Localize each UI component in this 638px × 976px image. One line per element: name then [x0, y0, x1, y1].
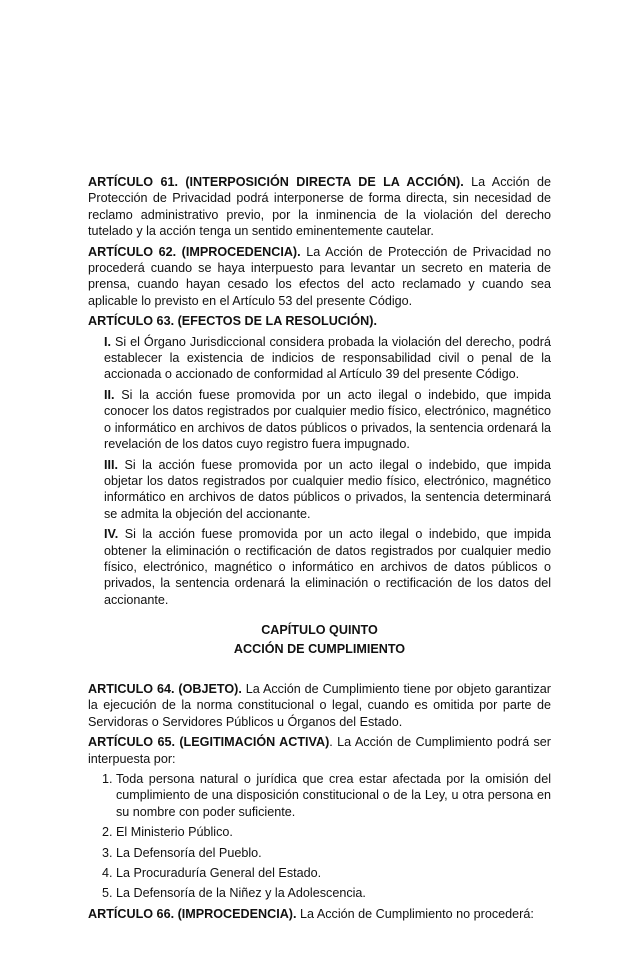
list-item	[88, 526, 551, 608]
list-item-text: El Ministerio Público.	[116, 825, 233, 840]
list-item	[88, 387, 551, 453]
article-61	[88, 174, 551, 240]
list-marker: IV.	[104, 527, 119, 542]
list-marker: I.	[104, 334, 111, 349]
list-item-text: La Defensoría de la Niñez y la Adolescencia.	[116, 886, 366, 901]
article-65-list	[88, 771, 551, 902]
article-62-body: La Acción de Protección de Privacidad no procederá cuando se haya interpuesto para levantar un secreto en materia de prensa, cuando hayan cesado los efectos del acto reclamado y cuando sea aplicable lo previsto en el Artículo 53 del presente Código.	[88, 244, 551, 308]
article-63	[88, 313, 551, 329]
list-marker: II.	[104, 387, 115, 402]
article-63-heading: ARTÍCULO 63. (EFECTOS DE LA RESOLUCIÓN).	[88, 314, 377, 329]
article-62	[88, 244, 551, 310]
article-61-heading: ARTÍCULO 61. (INTERPOSICIÓN DIRECTA DE LA ACCIÓN).	[88, 175, 464, 189]
list-marker: III.	[104, 457, 118, 472]
list-item	[88, 824, 551, 840]
article-66	[88, 906, 551, 922]
list-item-text: Si el Órgano Jurisdiccional considera probada la violación del derecho, podrá establecer la existencia de indicios de responsabilidad civil o penal de la accionada o accionado de conformidad al Artículo 39 del presente Código.	[104, 334, 551, 382]
list-item-text: La Defensoría del Pueblo.	[116, 845, 262, 860]
article-64-heading: ARTICULO 64. (OBJETO).	[88, 681, 242, 696]
list-marker: 4.	[102, 866, 113, 881]
article-65-body: . La Acción de Cumplimiento podrá ser interpuesta por:	[88, 735, 551, 766]
page-content	[88, 174, 551, 926]
list-item-text: Si la acción fuese promovida por un acto ilegal o indebido, que impida conocer los datos registrados por cualquier medio físico, electrónico, magnético o informático en archivos de datos públicos o privados, la sentencia ordenará la revelación de los datos cuyo registro fuera impugnado.	[104, 387, 551, 452]
chapter-subtitle: ACCIÓN DE CUMPLIMIENTO	[233, 641, 406, 656]
article-66-body: La Acción de Cumplimiento no procederá:	[296, 906, 534, 921]
article-61-body: La Acción de Protección de Privacidad podrá interponerse de forma directa, sin necesidad de reclamo administrativo previo, por la inminencia de la violación del derecho tutelado y la acción tenga un sentido eminentemente cautelar.	[88, 175, 551, 239]
article-65-heading: ARTÍCULO 65. (LEGITIMACIÓN ACTIVA)	[88, 735, 330, 750]
list-item-text: Si la acción fuese promovida por un acto ilegal o indebido, que impida objetar los datos registrados por cualquier medio físico, electrónico, magnético informático en archivos de datos públicos o privados, la sentencia determinará se admita la objeción del accionante.	[104, 457, 551, 521]
list-marker: 2.	[102, 825, 113, 840]
list-item	[88, 334, 551, 383]
list-item	[88, 885, 551, 901]
list-marker: 1.	[102, 772, 113, 786]
article-63-list	[88, 334, 551, 609]
article-64-body: La Acción de Cumplimiento tiene por objeto garantizar la ejecución de la norma constitucional o legal, cuando es omitida por parte de Servidoras o Servidores Públicos u Órganos del Estado.	[88, 681, 551, 729]
list-marker: 3.	[102, 845, 113, 860]
article-66-heading: ARTÍCULO 66. (IMPROCEDENCIA).	[88, 906, 297, 921]
list-item	[88, 865, 551, 881]
list-item	[88, 457, 551, 523]
list-marker: 5.	[102, 886, 113, 901]
list-item-text: Si la acción fuese promovida por un acto ilegal o indebido, que impida obtener la eliminación o rectificación de datos registrados por cualquier medio físico, electrónico, magnético o informático en archivos de datos públicos o privados, la sentencia ordenará la eliminación o rectificación de los datos del accionante.	[104, 527, 551, 607]
list-item	[88, 771, 551, 820]
list-item	[88, 845, 551, 861]
article-64	[88, 681, 551, 730]
article-62-heading: ARTÍCULO 62. (IMPROCEDENCIA).	[88, 244, 301, 259]
chapter-title: CAPÍTULO QUINTO	[261, 623, 378, 638]
list-item-text: Toda persona natural o jurídica que crea estar afectada por la omisión del cumplimiento de una disposición constitucional o de la Ley, u otra persona en su nombre con poder suficiente.	[116, 772, 551, 819]
article-65	[88, 734, 551, 767]
list-item-text: La Procuraduría General del Estado.	[116, 866, 322, 881]
